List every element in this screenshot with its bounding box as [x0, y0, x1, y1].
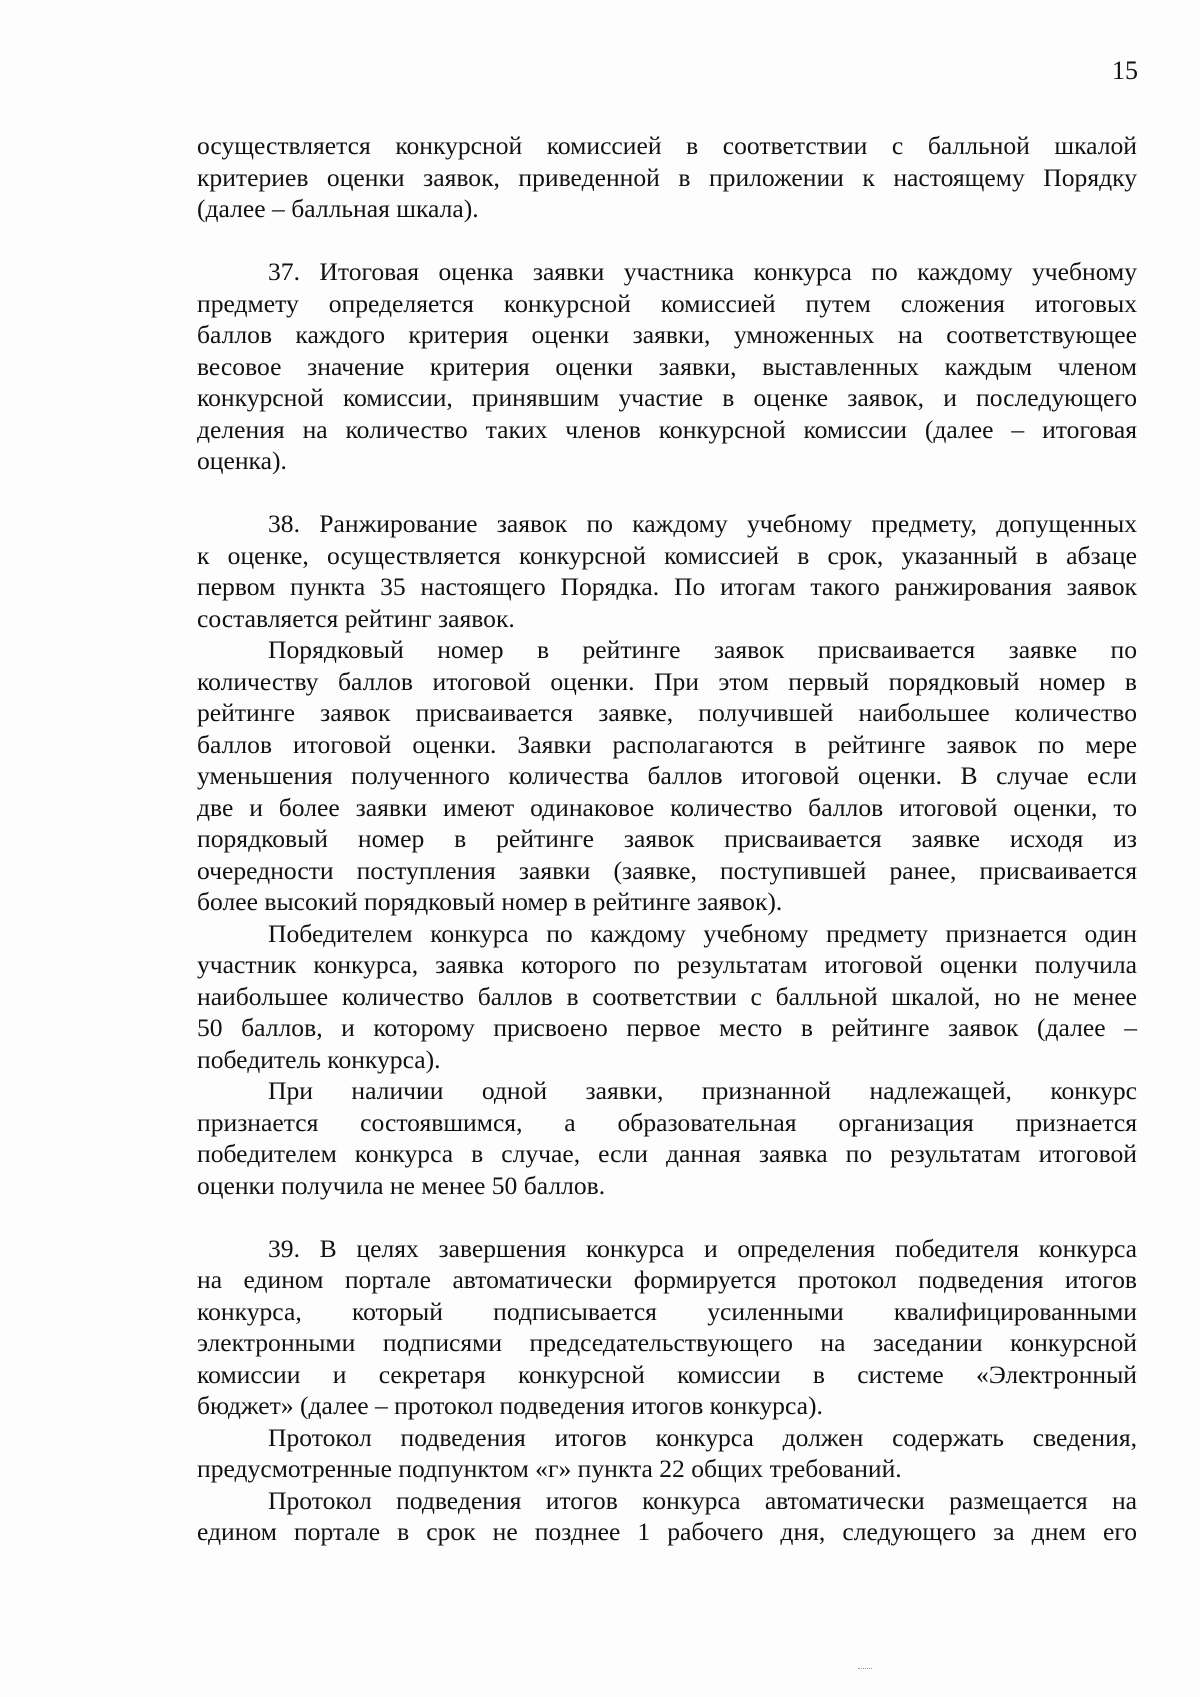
- paragraph-protocol-publication: [197, 1485, 1137, 1548]
- text-line: на едином портале автоматически формируется протокол подведения итогов: [197, 1265, 1137, 1294]
- text-line: Победителем конкурса по каждому учебному предмету признается один: [268, 918, 1137, 948]
- paragraph-item-38: [197, 508, 1137, 634]
- text-line: Порядковый номер в рейтинге заявок присваивается заявке по: [268, 635, 1137, 664]
- text-line: участник конкурса, заявка которого по результатам итоговой оценки получила: [197, 950, 1137, 979]
- text-line: составляется рейтинг заявок.: [197, 603, 515, 633]
- paragraph-item-39: [197, 1233, 1137, 1422]
- paragraph-protocol-content: [197, 1422, 1137, 1485]
- text-line: бюджет» (далее – протокол подведения итогов конкурса).: [197, 1391, 823, 1420]
- text-line: При наличии одной заявки, признанной надлежащей, конкурс: [268, 1076, 1137, 1105]
- text-line: признается состоявшимся, а образовательная организация признается: [197, 1107, 1137, 1137]
- text-line: более высокий порядковый номер в рейтинге заявок).: [197, 887, 783, 916]
- paragraph-single-application: [197, 1075, 1137, 1201]
- text-line: рейтинге заявок присваивается заявке, получившей наибольшее количество: [197, 698, 1137, 727]
- text-line: конкурсной комиссии, принявшим участие в оценке заявок, и последующего: [197, 383, 1137, 412]
- text-line: электронными подписями председательствующего на заседании конкурсной: [197, 1328, 1137, 1357]
- text-line: весовое значение критерия оценки заявки, выставленных каждым членом: [197, 351, 1137, 381]
- paragraph-winner: [197, 918, 1137, 1076]
- text-line: уменьшения полученного количества баллов итоговой оценки. В случае если: [197, 761, 1137, 790]
- paragraph-gap: [197, 225, 1137, 257]
- text-line: победитель конкурса).: [197, 1044, 441, 1074]
- text-line: (далее – балльная шкала).: [197, 194, 479, 223]
- document-body: [197, 130, 1137, 1548]
- text-line: 37. Итоговая оценка заявки участника конкурса по каждому учебному: [268, 257, 1137, 286]
- text-line: Протокол подведения итогов конкурса автоматически размещается на: [268, 1485, 1137, 1515]
- paragraph-gap: [197, 1201, 1137, 1233]
- text-line: едином портале в срок не позднее 1 рабочего дня, следующего за днем его: [197, 1517, 1137, 1546]
- text-line: баллов каждого критерия оценки заявки, умноженных на соответствующее: [197, 320, 1137, 349]
- text-line: предусмотренные подпунктом «г» пункта 22 общих требований.: [197, 1454, 902, 1483]
- text-line: 39. В целях завершения конкурса и определения победителя конкурса: [268, 1233, 1137, 1263]
- text-line: осуществляется конкурсной комиссией в соответствии с балльной шкалой: [197, 131, 1137, 160]
- text-line: баллов итоговой оценки. Заявки располагаются в рейтинге заявок по мере: [197, 729, 1137, 759]
- text-line: комиссии и секретаря конкурсной комиссии в системе «Электронный: [197, 1359, 1137, 1389]
- text-line: к оценке, осуществляется конкурсной комиссией в срок, указанный в абзаце: [197, 540, 1137, 570]
- text-line: 50 баллов, и которому присвоено первое место в рейтинге заявок (далее –: [197, 1013, 1137, 1042]
- text-line: очередности поступления заявки (заявке, поступившей ранее, присваивается: [197, 855, 1137, 885]
- text-line: порядковый номер в рейтинге заявок присваивается заявке исходя из: [197, 824, 1137, 853]
- paragraph-gap: [197, 477, 1137, 509]
- text-line: критериев оценки заявок, приведенной в приложении к настоящему Порядку: [197, 162, 1137, 192]
- text-line: предмету определяется конкурсной комиссией путем сложения итоговых: [197, 288, 1137, 318]
- text-line: количеству баллов итоговой оценки. При этом первый порядковый номер в: [197, 666, 1137, 696]
- paragraph-ranking-rules: [197, 634, 1137, 918]
- text-line: 38. Ранжирование заявок по каждому учебному предмету, допущенных: [268, 509, 1137, 538]
- text-line: конкурса, который подписывается усиленными квалифицированными: [197, 1296, 1137, 1326]
- paragraph-item-37: [197, 256, 1137, 477]
- text-line: оценки получила не менее 50 баллов.: [197, 1170, 606, 1200]
- text-line: деления на количество таких членов конкурсной комиссии (далее – итоговая: [197, 414, 1137, 444]
- text-line: Протокол подведения итогов конкурса должен содержать сведения,: [268, 1422, 1137, 1452]
- scan-speck: [858, 1668, 872, 1672]
- text-line: наибольшее количество баллов в соответствии с балльной шкалой, но не менее: [197, 981, 1137, 1011]
- text-line: оценка).: [197, 446, 287, 475]
- text-line: две и более заявки имеют одинаковое количество баллов итоговой оценки, то: [197, 792, 1137, 822]
- text-line: победителем конкурса в случае, если данная заявка по результатам итоговой: [197, 1139, 1137, 1168]
- paragraph-continuation: [197, 130, 1137, 225]
- page-number: 15: [1112, 56, 1138, 85]
- text-line: первом пункта 35 настоящего Порядка. По итогам такого ранжирования заявок: [197, 572, 1137, 601]
